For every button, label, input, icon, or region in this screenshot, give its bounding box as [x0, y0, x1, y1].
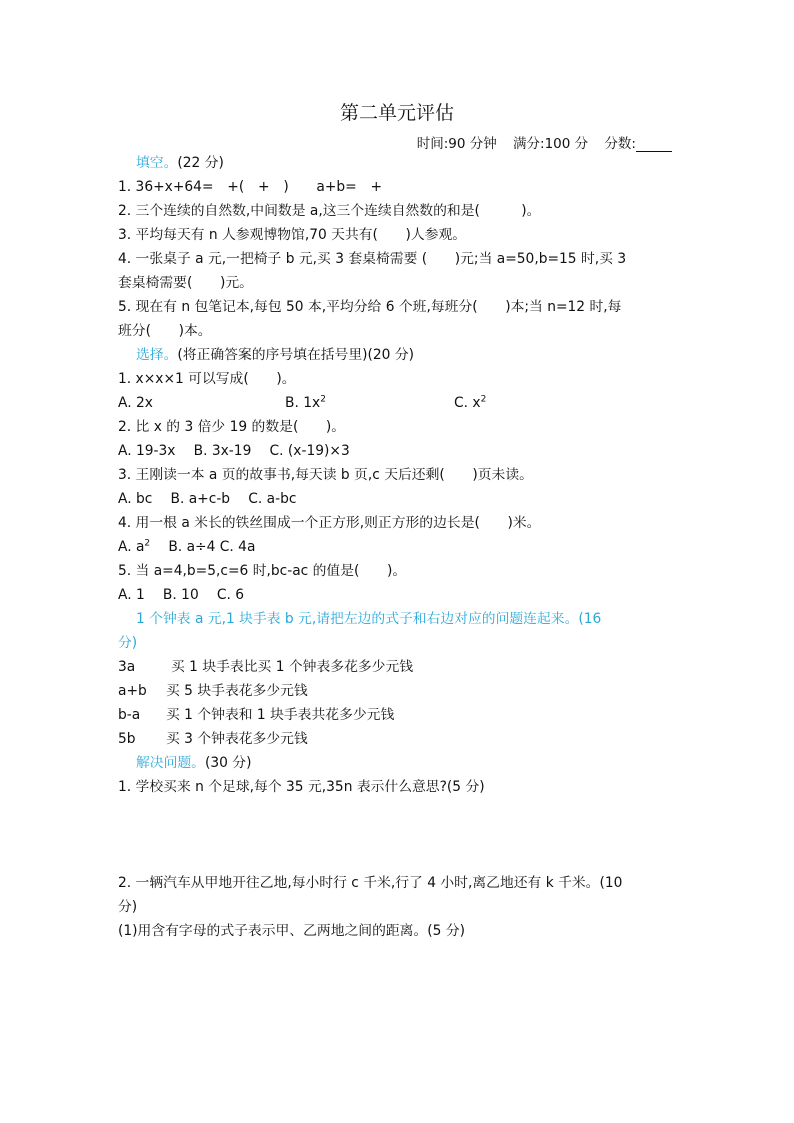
question-1-1: 1. 36+x+64= +( + ) a+b= +: [118, 179, 383, 195]
question-2-5: 5. 当 a=4,b=5,c=6 时,bc-ac 的值是( )。: [118, 563, 407, 579]
section-heading: 解决问题。: [136, 755, 205, 771]
time-limit: 时间:90 分钟: [416, 136, 497, 152]
match-expression[interactable]: b-a: [118, 707, 141, 723]
question-2-4: 4. 用一根 a 米长的铁丝围成一个正方形,则正方形的边长是( )米。: [118, 515, 541, 531]
match-question[interactable]: 买 1 个钟表和 1 块手表共花多少元钱: [166, 707, 395, 723]
match-expression[interactable]: 3a: [118, 659, 136, 675]
match-question[interactable]: 买 5 块手表花多少元钱: [166, 683, 308, 699]
question-2-2-options[interactable]: A. 19-3x B. 3x-19 C. (x-19)×3: [118, 443, 350, 459]
section-points: (22 分): [177, 155, 224, 171]
question-4-1: 1. 学校买来 n 个足球,每个 35 元,35n 表示什么意思?(5 分): [118, 779, 485, 795]
section-points: (将正确答案的序号填在括号里)(20 分): [177, 347, 415, 363]
match-row: [118, 706, 395, 724]
question-2-2: 2. 比 x 的 3 倍少 19 的数是( )。: [118, 419, 346, 435]
option-c[interactable]: C. $x^2$: [454, 394, 487, 411]
section-problem-heading: [136, 754, 252, 772]
question-2-3: 3. 王刚读一本 a 页的故事书,每天读 b 页,c 天后还剩( )页未读。: [118, 467, 533, 483]
question-4-2-part-1: (1)用含有字母的式子表示甲、乙两地之间的距离。(5 分): [118, 923, 466, 939]
option-a[interactable]: A. 2x: [118, 395, 153, 411]
question-1-4-cont: 套桌椅需要( )元。: [118, 275, 253, 291]
match-expression[interactable]: a+b: [118, 683, 147, 699]
section-matching-heading-cont: 分): [118, 635, 138, 651]
exam-meta: [405, 132, 672, 152]
match-row: [118, 682, 308, 700]
question-4-2: 2. 一辆汽车从甲地开往乙地,每小时行 c 千米,行了 4 小时,离乙地还有 k 千米。(10: [118, 875, 623, 891]
section-heading: 选择。: [136, 347, 178, 363]
question-1-4: 4. 一张桌子 a 元,一把椅子 b 元,买 3 套桌椅需要 ( )元;当 a=50,b=15 时,买 3: [118, 251, 627, 267]
section-heading: 填空。: [136, 155, 178, 171]
match-question[interactable]: 买 3 个钟表花多少元钱: [166, 731, 308, 747]
match-expression[interactable]: 5b: [118, 731, 136, 747]
question-2-3-options[interactable]: A. bc B. a+c-b C. a-bc: [118, 491, 297, 507]
match-row: [118, 658, 414, 676]
full-score: 满分:100 分: [513, 136, 589, 152]
page-title: 第二单元评估: [339, 102, 454, 124]
question-2-1-options: [118, 394, 487, 412]
match-question[interactable]: 买 1 块手表比买 1 个钟表多花多少元钱: [171, 659, 414, 675]
score-blank[interactable]: [636, 139, 672, 152]
section-choice-heading: [136, 346, 414, 364]
match-row: [118, 730, 308, 748]
question-2-1: 1. x×x×1 可以写成( )。: [118, 371, 296, 387]
question-2-4-options[interactable]: A. $a^2$ B. a÷4 C. 4a: [118, 538, 256, 555]
section-matching-heading: 1 个钟表 a 元,1 块手表 b 元,请把左边的式子和右边对应的问题连起来。(16: [136, 611, 602, 627]
section-fill-blank-heading: [136, 154, 224, 172]
question-1-3: 3. 平均每天有 n 人参观博物馆,70 天共有( )人参观。: [118, 227, 467, 243]
question-1-5-cont: 班分( )本。: [118, 323, 212, 339]
section-points: (30 分): [204, 755, 252, 771]
option-b[interactable]: B. $1x^2$: [285, 394, 326, 411]
score-label: 分数:: [604, 136, 636, 152]
question-1-5: 5. 现在有 n 包笔记本,每包 50 本,平均分给 6 个班,每班分( )本;当 n=12 时,每: [118, 299, 622, 315]
question-2-5-options[interactable]: A. 1 B. 10 C. 6: [118, 587, 245, 603]
question-4-2-cont: 分): [118, 899, 138, 915]
question-1-2: 2. 三个连续的自然数,中间数是 a,这三个连续自然数的和是( )。: [118, 203, 541, 219]
